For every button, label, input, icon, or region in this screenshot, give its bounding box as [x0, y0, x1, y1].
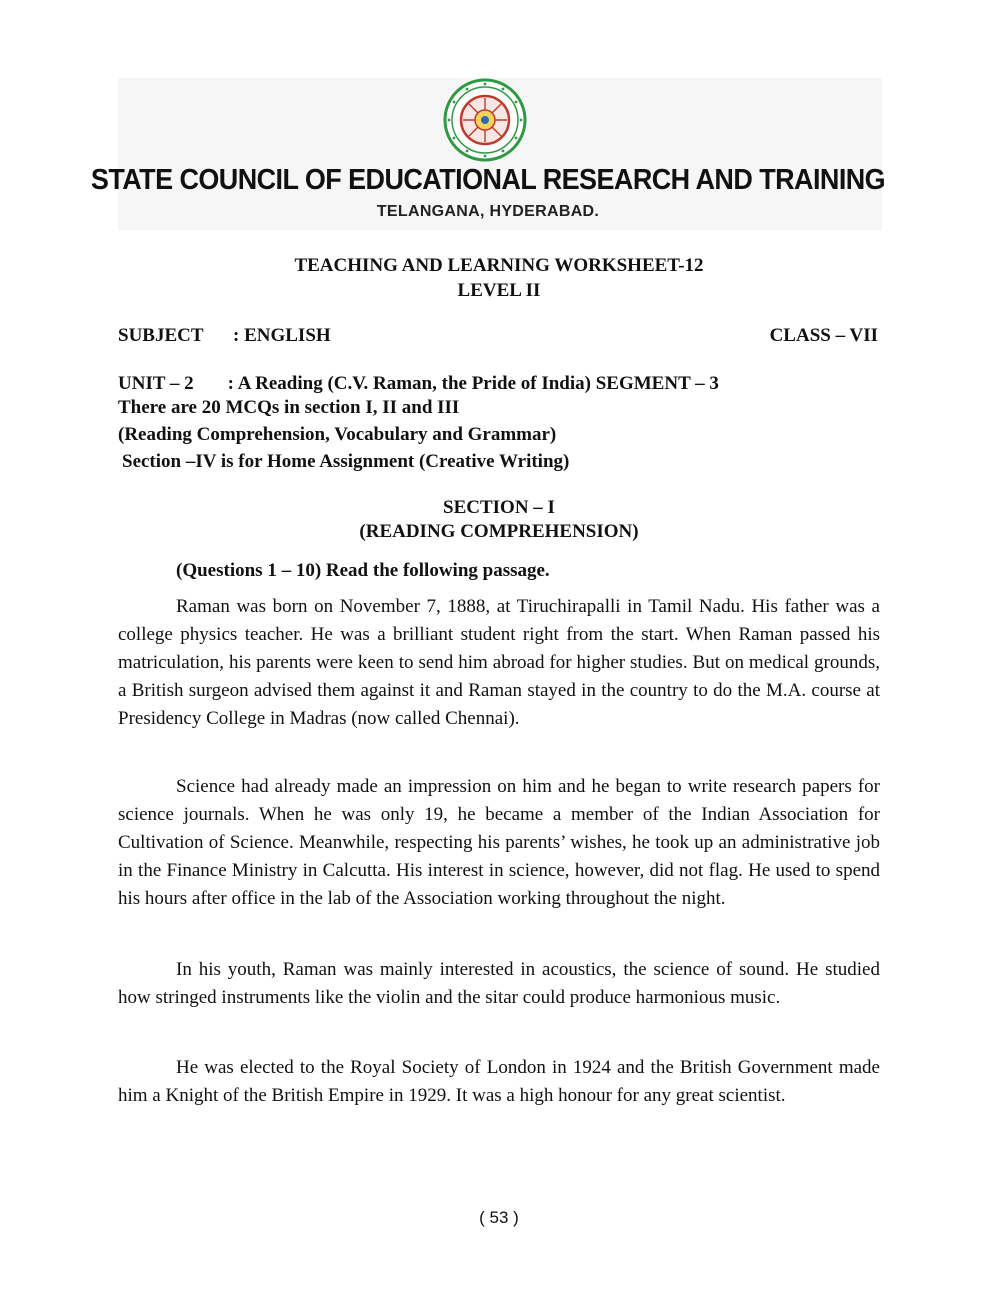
unit-line — [118, 373, 719, 395]
unit-value: : A Reading (C.V. Raman, the Pride of India) SEGMENT – 3 — [227, 373, 719, 394]
passage-paragraph-2: Science had already made an impression on him and he began to write research papers for science journals. When he was only 19, he became a member of the Indian Association for Cultivation of Science. Meanwhile, respecting his parents’ wishes, he took up an administrative job in the Finance Ministry in Calcutta. His interest in science, however, did not flag. He used to spend his hours after office in the lab of the Association working throughout the night. — [118, 776, 880, 909]
passage-paragraph-1: Raman was born on November 7, 1888, at Tiruchirapalli in Tamil Nadu. His father was a college physics teacher. He was a brilliant student right from the start. When Raman passed his matriculation, his parents were keen to send him abroad for higher studies. But on medical grounds, a British surgeon advised them against it and Raman stayed in the country to do the M.A. course at Presidency College in Madras (now called Chennai). — [118, 596, 880, 729]
info-line-sections: (Reading Comprehension, Vocabulary and Grammar) — [118, 424, 557, 445]
class-label: CLASS – VII — [769, 325, 878, 346]
subject-value: : ENGLISH — [233, 325, 331, 346]
section-subtitle: (READING COMPREHENSION) — [359, 521, 639, 542]
worksheet-title: TEACHING AND LEARNING WORKSHEET-12 — [294, 255, 704, 276]
passage-paragraph-3: In his youth, Raman was mainly interested in acoustics, the science of sound. He studied how stringed instruments like the violin and the sitar could produce harmonious music. — [118, 959, 880, 1008]
page-number: ( 53 ) — [479, 1208, 519, 1227]
info-line-home-assignment: Section –IV is for Home Assignment (Creative Writing) — [122, 451, 570, 472]
unit-label: UNIT – 2 — [118, 373, 194, 394]
worksheet-level: LEVEL II — [457, 280, 541, 301]
info-line-mcq-count: There are 20 MCQs in section I, II and III — [118, 397, 460, 418]
scert-seal-logo — [443, 78, 527, 162]
section-title: SECTION – I — [443, 497, 555, 518]
organization-name: STATE COUNCIL OF EDUCATIONAL RESEARCH AND TRAINING — [90, 164, 886, 196]
passage-paragraph-4: He was elected to the Royal Society of London in 1924 and the British Government made him a Knight of the British Empire in 1929. It was a high honour for any great scientist. — [118, 1057, 880, 1106]
questions-instruction: (Questions 1 – 10) Read the following passage. — [176, 560, 550, 581]
subject-label: SUBJECT — [118, 325, 204, 346]
organization-city: TELANGANA, HYDERABAD. — [376, 203, 600, 220]
